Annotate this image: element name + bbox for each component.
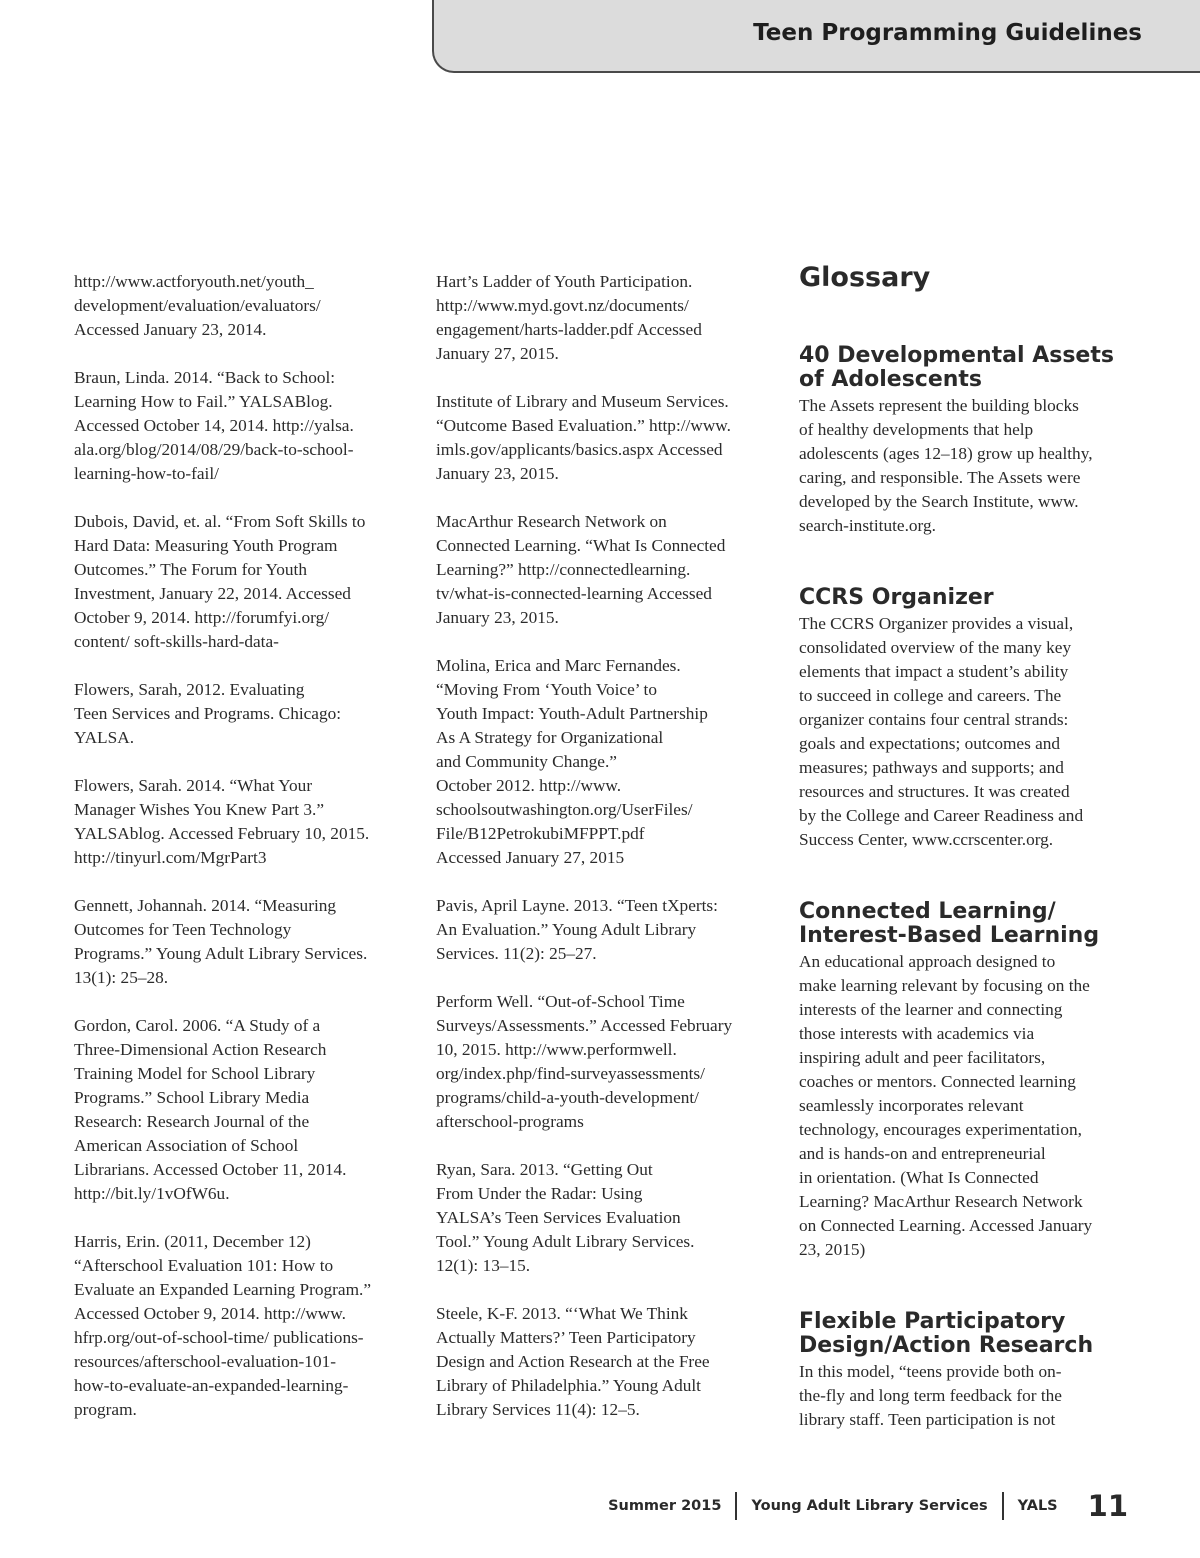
- reference-entry: Gennett, Johannah. 2014. “Measuring Outcomes for Teen Technology Programs.” Young Adult Library Services. 13(1): 25–28.: [74, 896, 368, 987]
- running-header-title: Teen Programming Guidelines: [753, 20, 1142, 46]
- glossary-column: [799, 262, 1129, 1432]
- reference-entry: MacArthur Research Network on Connected Learning. “What Is Connected Learning?” http://connectedlearning. tv/what-is-connected-learning Accessed January 23, 2015.: [436, 512, 726, 627]
- header-tab: [432, 0, 1200, 73]
- footer-publication: Young Adult Library Services: [751, 1498, 988, 1514]
- reference-entry: Ryan, Sara. 2013. “Getting Out From Under the Radar: Using YALSA’s Teen Services Evaluation Tool.” Young Adult Library Services. 12(1): 13–15.: [436, 1160, 695, 1275]
- reference-entry: Flowers, Sarah. 2014. “What Your Manager Wishes You Knew Part 3.” YALSAblog. Accessed February 10, 2015. http://tinyurl.com/MgrPart3: [74, 776, 370, 867]
- reference-entry: http://www.actforyouth.net/youth_ development/evaluation/evaluators/ Accessed January 23, 2014.: [74, 272, 321, 339]
- reference-entry: Perform Well. “Out-of-School Time Surveys/Assessments.” Accessed February 10, 2015. http://www.performwell. org/index.php/find-surveyassessments/ programs/child-a-youth-development/ afterschool-programs: [436, 992, 733, 1131]
- glossary-term: Flexible Participatory Design/Action Research: [799, 1309, 1094, 1358]
- glossary-definition: The CCRS Organizer provides a visual, consolidated overview of the many key elements that impact a student’s ability to succeed in college and careers. The organizer contains four central strands: goals and expectations; outcomes and measures; pathways and supports; and resources and structures. It was created by the College and Career Readiness and Success Center, www.ccrscenter.org.: [799, 614, 1084, 849]
- glossary-term: 40 Developmental Assets of Adolescents: [799, 343, 1114, 392]
- reference-entry: Institute of Library and Museum Services. “Outcome Based Evaluation.” http://www. imls.gov/applicants/basics.aspx Accessed January 23, 2015.: [436, 392, 731, 483]
- footer-divider: [1002, 1492, 1004, 1520]
- glossary-heading: Glossary: [799, 262, 931, 293]
- reference-entry: Flowers, Sarah, 2012. Evaluating Teen Services and Programs. Chicago: YALSA.: [74, 680, 342, 747]
- reference-entry: Steele, K-F. 2013. “‘What We Think Actually Matters?’ Teen Participatory Design and Action Research at the Free Library of Philadelphia.” Young Adult Library Services 11(4): 12–5.: [436, 1304, 710, 1419]
- glossary-definition: An educational approach designed to make learning relevant by focusing on the interests of the learner and connecting those interests with academics via inspiring adult and peer facilitators, coaches or mentors. Connected learning seamlessly incorporates relevant technology, encourages experimentation, and is hands-on and entrepreneurial in orientation. (What Is Connected Learning? MacArthur Research Network on Connected Learning. Accessed January 23, 2015): [799, 952, 1093, 1259]
- reference-entry: Molina, Erica and Marc Fernandes. “Moving From ‘Youth Voice’ to Youth Impact: Youth-Adult Partnership As A Strategy for Organizational and Community Change.” October 2012. http://www. schoolsoutwashington.org/UserFiles/ File/B12PetrokubiMFPPT.pdf Accessed January 27, 2015: [436, 656, 708, 867]
- footer-divider: [735, 1492, 737, 1520]
- glossary-term: Connected Learning/ Interest-Based Learning: [799, 899, 1100, 948]
- glossary-term: CCRS Organizer: [799, 585, 994, 610]
- reference-entry: Harris, Erin. (2011, December 12) “Afterschool Evaluation 101: How to Evaluate an Expanded Learning Program.” Accessed October 9, 2014. http://www. hfrp.org/out-of-school-time/ publications- resources/afterschool-evaluation-101- how-to-evaluate-an-expanded-learning- program.: [74, 1232, 372, 1419]
- reference-entry: Braun, Linda. 2014. “Back to School: Learning How to Fail.” YALSABlog. Accessed October 14, 2014. http://yalsa. ala.org/blog/2014/08/29/back-to-school- learning-how-to-fail/: [74, 368, 354, 483]
- reference-entry: Hart’s Ladder of Youth Participation. http://www.myd.govt.nz/documents/ engagement/harts-ladder.pdf Accessed January 27, 2015.: [436, 272, 702, 363]
- page-number: 11: [1087, 1489, 1128, 1523]
- reference-entry: Gordon, Carol. 2006. “A Study of a Three-Dimensional Action Research Training Model for School Library Programs.” School Library Media Research: Research Journal of the American Association of School Librarians. Accessed October 11, 2014. http://bit.ly/1vOfW6u.: [74, 1016, 347, 1203]
- footer-season: Summer 2015: [608, 1498, 722, 1514]
- reference-entry: Pavis, April Layne. 2013. “Teen tXperts: An Evaluation.” Young Adult Library Services. 11(2): 25–27.: [436, 896, 718, 963]
- reference-entry: Dubois, David, et. al. “From Soft Skills to Hard Data: Measuring Youth Program Outcomes.” The Forum for Youth Investment, January 22, 2014. Accessed October 9, 2014. http://forumfyi.org/ content/ soft-skills-hard-data-: [74, 512, 366, 651]
- references-column-1: [74, 270, 414, 1446]
- glossary-definition: The Assets represent the building blocks of healthy developments that help adolescents (ages 12–18) grow up healthy, caring, and responsible. The Assets were developed by the Search Institute, www. search-institute.org.: [799, 396, 1093, 535]
- glossary-definition: In this model, “teens provide both on- the-fly and long term feedback for the library staff. Teen participation is not: [799, 1362, 1062, 1429]
- page-footer: [608, 1488, 1128, 1524]
- references-column-2: [436, 270, 776, 1446]
- footer-abbreviation: YALS: [1017, 1498, 1058, 1514]
